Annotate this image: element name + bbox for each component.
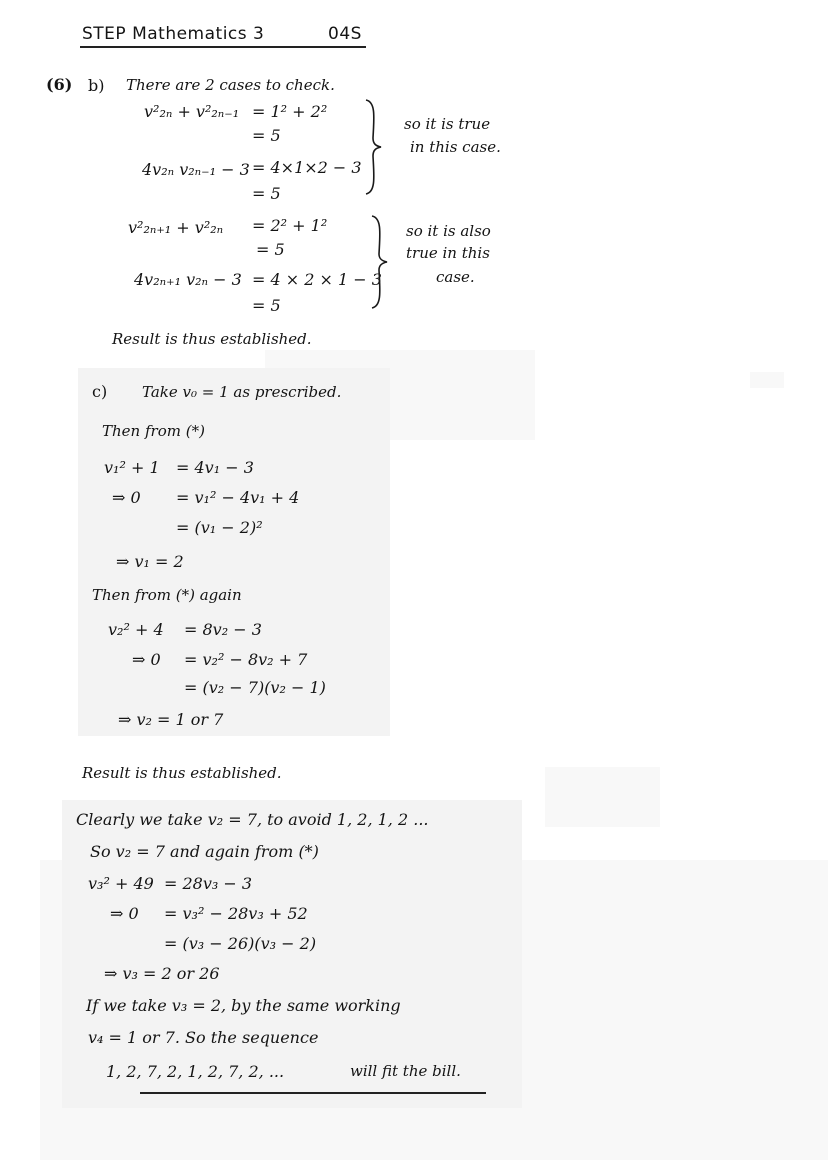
- part-c-intro: Take v₀ = 1 as prescribed.: [142, 383, 342, 401]
- cont-l3-lhs: v₃² + 49: [88, 874, 154, 893]
- case2-comment-line3: case.: [436, 268, 475, 286]
- cont-l5-rhs: = (v₃ − 26)(v₃ − 2): [164, 934, 317, 953]
- cont-l4-rhs: = v₃² − 28v₃ + 52: [164, 904, 308, 923]
- case1-rhs1: = 1² + 2²: [252, 102, 328, 121]
- case1-brace: [362, 98, 384, 196]
- case2-lhs2: 4v₂ₙ₊₁ v₂ₙ − 3: [134, 270, 242, 289]
- case2-comment-line1: so it is also: [406, 222, 491, 240]
- case1-lhs2: 4v₂ₙ v₂ₙ₋₁ − 3: [142, 160, 250, 179]
- document-code: 04S: [328, 24, 362, 44]
- c-l6-lhs: ⇒ 0: [132, 650, 161, 669]
- case1-lhs1: v²₂ₙ + v²₂ₙ₋₁: [144, 102, 240, 121]
- c-l1-lhs: v₁² + 1: [104, 458, 160, 477]
- case2-brace: [368, 214, 390, 310]
- cont-sequence: 1, 2, 7, 2, 1, 2, 7, 2, ...: [106, 1062, 285, 1081]
- scan-panel: [545, 767, 660, 827]
- question-number: (6): [46, 75, 73, 94]
- cont-fit-the-bill: will fit the bill.: [350, 1062, 461, 1080]
- scan-panel: [522, 860, 828, 1108]
- cont-line-2: So v₂ = 7 and again from (*): [90, 842, 319, 861]
- case2-rhs2: = 4 × 2 × 1 − 3: [252, 270, 382, 289]
- case1-rhs2: = 4×1×2 − 3: [252, 158, 362, 177]
- case1-comment-line1: so it is true: [404, 115, 491, 133]
- part-c-conclusion: Result is thus established.: [82, 764, 282, 782]
- c-l4: ⇒ v₁ = 2: [116, 552, 184, 571]
- c-l5-lhs: v₂² + 4: [108, 620, 164, 639]
- cont-l4-lhs: ⇒ 0: [110, 904, 139, 923]
- part-label-b: b): [88, 76, 105, 95]
- part-b-intro: There are 2 cases to check.: [126, 76, 335, 94]
- cont-l6: ⇒ v₃ = 2 or 26: [104, 964, 220, 983]
- document-title: STEP Mathematics 3: [82, 24, 265, 44]
- c-l7-rhs: = (v₂ − 7)(v₂ − 1): [184, 678, 326, 697]
- closing-underline: [140, 1092, 486, 1094]
- cont-line-1: Clearly we take v₂ = 7, to avoid 1, 2, 1, 2 ...: [76, 810, 429, 829]
- scan-panel: [60, 1108, 828, 1160]
- cont-line-7: If we take v₃ = 2, by the same working: [86, 996, 401, 1015]
- case2-comment-line2: true in this: [406, 244, 490, 262]
- part-label-c: c): [92, 382, 108, 401]
- c-l3-rhs: = (v₁ − 2)²: [176, 518, 263, 537]
- c-l5-rhs: = 8v₂ − 3: [184, 620, 262, 639]
- cont-l3-rhs: = 28v₃ − 3: [164, 874, 253, 893]
- part-b-conclusion: Result is thus established.: [112, 330, 312, 348]
- header-underline: [80, 46, 366, 48]
- c-l6-rhs: = v₂² − 8v₂ + 7: [184, 650, 308, 669]
- c-l8: ⇒ v₂ = 1 or 7: [118, 710, 224, 729]
- case2-lhs1: v²₂ₙ₊₁ + v²₂ₙ: [128, 218, 224, 237]
- case1-comment-line2: in this case.: [410, 138, 501, 156]
- part-c-from-star-again: Then from (*) again: [92, 586, 242, 604]
- cont-line-8: v₄ = 1 or 7. So the sequence: [88, 1028, 319, 1047]
- c-l2-lhs: ⇒ 0: [112, 488, 141, 507]
- scan-panel: [40, 860, 62, 1160]
- c-l1-rhs: = 4v₁ − 3: [176, 458, 254, 477]
- case1-rhs2b: = 5: [252, 184, 281, 203]
- case2-rhs2b: = 5: [252, 296, 281, 315]
- part-c-from-star: Then from (*): [102, 422, 205, 440]
- case1-rhs1b: = 5: [252, 126, 281, 145]
- case2-rhs1: = 2² + 1²: [252, 216, 328, 235]
- case2-rhs1b: = 5: [256, 240, 285, 259]
- c-l2-rhs: = v₁² − 4v₁ + 4: [176, 488, 300, 507]
- scan-panel: [750, 372, 784, 388]
